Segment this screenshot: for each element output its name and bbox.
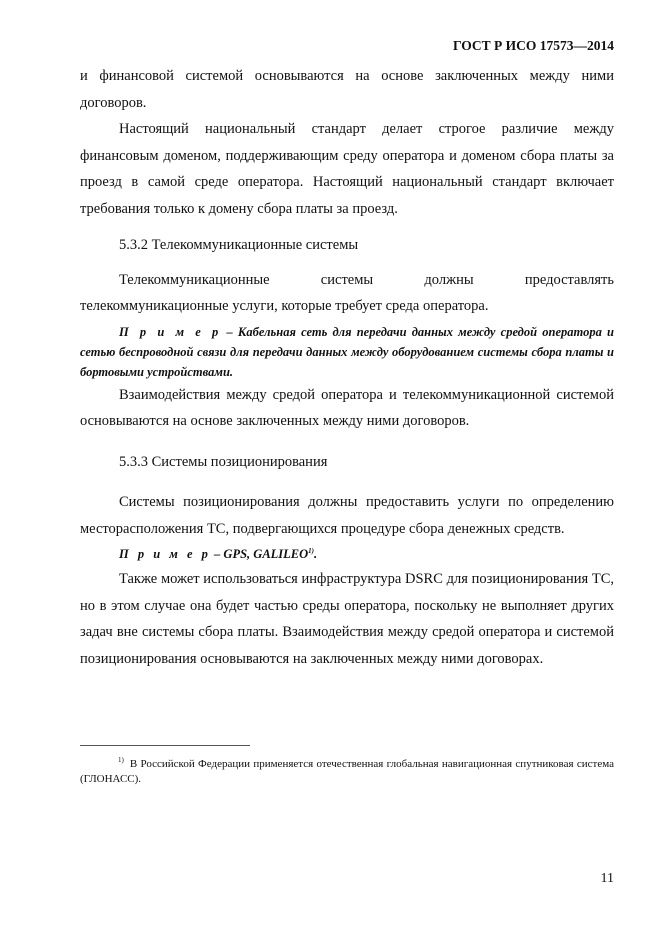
body-text [80, 63, 614, 672]
page-number: 11 [600, 871, 614, 886]
example-end: . [314, 547, 318, 561]
footnote-text: В Российской Федерации применяется отечественная глобальная навигационная спутниковая система (ГЛОНАСС). [80, 758, 614, 785]
document-header: ГОСТ Р ИСО 17573—2014 [452, 38, 614, 53]
example-label: П р и м е р [119, 324, 222, 339]
example-text: – GPS, GALILEO [210, 547, 309, 561]
section-heading-5-3-2: 5.3.2 Телекоммуникационные системы [119, 237, 359, 253]
footnote-divider [80, 745, 250, 746]
paragraph-continuation: и финансовой системой основываются на основе заключенных между ними договоров. [80, 68, 614, 111]
footnote-reference: 1) [308, 546, 314, 555]
example-note-telecom [80, 322, 614, 382]
paragraph-dsrc: Также может использоваться инфраструктура DSRC для позиционирования ТС, но в этом случае она будет частью среды оператора, поскольку не выполняет других задач вне системы сбора платы. Взаимодействия между средой оператора и системой позиционирования основываются на заключенных между ними договорах. [80, 571, 614, 667]
paragraph-positioning: Системы позиционирования должны предоставить услуги по определению месторасположения ТС, подвергающихся процедуре сбора денежных средств. [80, 494, 614, 537]
paragraph-telecom: Телекоммуникационные системы должны предоставлять телекоммуникационные услуги, которые требует среда оператора. [80, 271, 614, 314]
paragraph-telecom-interaction: Взаимодействия между средой оператора и телекоммуникационной системой основываются на основе заключенных между ними договоров. [80, 386, 614, 429]
example-note-positioning [80, 544, 614, 564]
example-label: П р и м е р [119, 547, 211, 561]
footnote [80, 757, 614, 787]
section-heading-5-3-3: 5.3.3 Системы позиционирования [119, 453, 328, 470]
example-text: – Кабельная сеть для передачи данных между средой оператора и сетью беспроводной связи для передачи данных между оборудованием системы сбора платы и бортовыми устройствами. [80, 324, 614, 379]
footnote-mark: 1) [118, 756, 124, 765]
paragraph-scope: Настоящий национальный стандарт делает строгое различие между финансовым доменом, поддерживающим среду оператора и доменом сбора платы за проезд в самой среде оператора. Настоящий национальный стандарт включает требования только к домену сбора платы за проезд. [80, 121, 614, 217]
